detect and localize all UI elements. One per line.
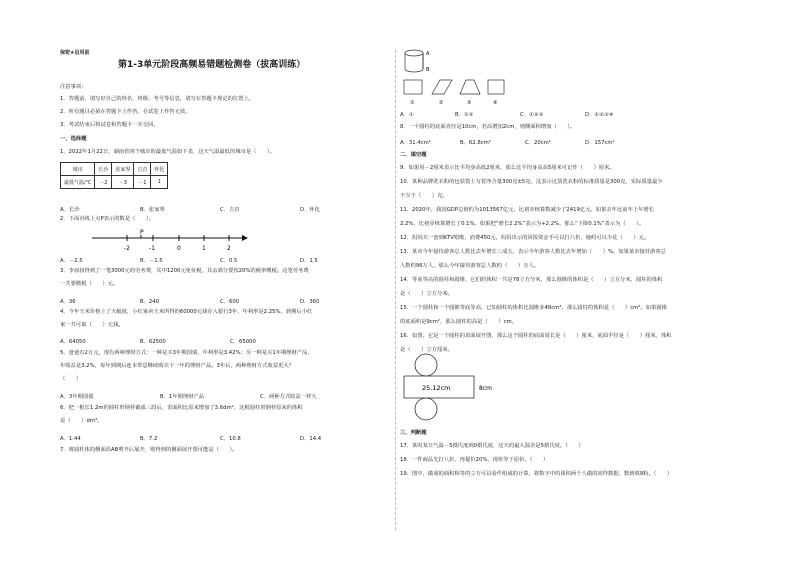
- question-17: 17．某时某日气温－5摄氏度到0摄氏度，这天的最大温差是5摄氏度。（ ）: [400, 443, 584, 449]
- secret-label: 保密★启用前: [60, 50, 90, 56]
- option: C．吉首: [220, 207, 240, 213]
- question-19: 19．图中，做成的面积相等的立方可以看作组成的计算，将数字中的体积两个人做的同样数据，数到填9粉。（ ）: [400, 471, 673, 477]
- question-18: 18．一件商品先打八折，再提价20%，现价等于原价。（ ）: [400, 457, 549, 463]
- option: B．张家界: [140, 207, 165, 213]
- note-item: 1．答题前，填写好自己的姓名、班级、考号等信息，请写在答题卡规定的位置上。: [60, 96, 255, 102]
- question-5-line: （ ）: [60, 376, 82, 382]
- net-bottom-circle: [415, 398, 437, 420]
- table-cell: －2: [95, 176, 112, 189]
- question-5-line: 年收益是3.2%，每年到期后连本带息继续购买下一年的理财产品。3年后，两种理财方式收益更大？: [60, 363, 295, 369]
- question-14-line: 14．等底等高的圆柱和圆锥，它们的体积一共是78立方分米，那么圆锥的体积是（ ）立方分米，圆柱的体积: [400, 277, 663, 283]
- option: D．怀化: [300, 207, 320, 213]
- question-8: 8．一个圆柱的底面直径是10cm，若高增加2cm，则侧面积增加（ ）。: [400, 124, 576, 130]
- shape-label: ③: [467, 100, 472, 106]
- section-heading: 二、填空题: [400, 152, 427, 158]
- net-top-circle: [415, 354, 437, 376]
- page-title: 第1-3单元阶段高频易错题检测卷（拔高训练）: [118, 60, 306, 70]
- question-10-line: 不少于（ ）克。: [400, 193, 448, 199]
- option: C．10.8: [220, 436, 241, 442]
- cylinder-top: [405, 50, 423, 56]
- table-cell: 怀化: [151, 163, 168, 176]
- option: C．600: [220, 299, 240, 305]
- rect-height-label: 8cm: [479, 385, 492, 392]
- option: C．①②③: [520, 112, 544, 118]
- section-heading: 三、判断题: [400, 430, 427, 436]
- option: B．①②: [455, 112, 474, 118]
- option: A．36: [60, 299, 76, 305]
- question-3-line: 一共要缴税（ ）元。: [60, 281, 119, 287]
- column-divider: [395, 50, 396, 530]
- question-6-line: 6．把一根长1.2m的圆柱形钢材截成三段后，表面积比原来增加了3.6dm²，这根圆柱形钢材原来的体积: [60, 405, 303, 411]
- question-11-line: 11．2020年，我国GDP总值约为1013567亿元，比初步核算数减少了2419亿元。如果去年比前年上年增长: [400, 207, 655, 213]
- question-4-line: 4．今年玉米价格上了大幅度，小红家卖玉米所得的60000元钱存入银行3年，年利率是2.25%，到期后小红: [60, 309, 313, 315]
- cylinder-net-diagram: [400, 353, 510, 429]
- question-7: 7．将圆柱体的侧面沿AB剪开后展开，则得到的侧面展开图可能是（ ）。: [60, 447, 238, 453]
- notes-heading: 注意事项：: [60, 84, 87, 90]
- question-15-line: 的底面积是9cm²，那么圆柱的高是（ ）cm。: [400, 319, 517, 325]
- question-5-line: 5．爸爸有2万元，现有两种理财方式：一种是买3年期国债，年利率是3.42%；另一种是买1年期理财产品，: [60, 350, 313, 356]
- table-cell: 城市: [61, 163, 95, 176]
- option: D．14.4: [300, 436, 322, 442]
- option: C．0.5: [220, 258, 238, 264]
- option: C．65000: [230, 339, 256, 345]
- option: A．3年期国债: [60, 394, 94, 400]
- shape-parallelogram: [432, 80, 452, 94]
- option: A．31.4cm²: [400, 140, 431, 146]
- shape-rectangle: [404, 80, 422, 94]
- table-row: [61, 176, 168, 189]
- question-15-line: 15．一个圆柱和一个圆锥等底等高，已知圆柱的体积比圆锥多48cm³，那么圆柱的体积是（ ）cm³。如果圆锥: [400, 305, 667, 311]
- shape-label: ①: [410, 100, 415, 106]
- table-cell: 吉首: [134, 163, 151, 176]
- number-line: [60, 226, 250, 252]
- option: D．1.5: [300, 258, 318, 264]
- question-10-line: 10．某种品牌洗衣粉的包装袋上写着净含量300克±5克，这表示这袋洗衣粉的标准质量是300克，实际质量最少: [400, 179, 663, 185]
- question-16-line: 16．如图，它是一个圆柱的表面展开图，那么这个圆柱的底面周长是（ ）厘米，底面半径是（ ）厘米，体积: [400, 333, 672, 339]
- table-header-row: [61, 163, 168, 176]
- table-cell: －3: [112, 176, 134, 189]
- table-cell: －1: [134, 176, 151, 189]
- shape-label: ②: [439, 100, 444, 106]
- option: D．360: [300, 299, 320, 305]
- point-label: A: [426, 51, 430, 57]
- rect-length-label: 25.12cm: [422, 384, 451, 392]
- option: B．1年期理财产品: [160, 394, 205, 400]
- question-4-line: 家一共可取（ ）元钱。: [60, 322, 124, 328]
- table-cell: 最低气温/℃: [61, 176, 95, 189]
- point-label: B: [426, 67, 430, 73]
- table-cell: 长沙: [95, 163, 112, 176]
- option: A．①: [400, 112, 414, 118]
- question-12: 12．妈妈买一套到KTV唱歌，消费450元，妈妈出示的回报资金手可以打八折，她约可以少花（ ）元。: [400, 235, 650, 241]
- temperature-table: [60, 162, 168, 189]
- cylinder-bottom: [405, 69, 423, 72]
- option: A．长沙: [60, 207, 80, 213]
- shape-trapezoid: [460, 80, 480, 94]
- note-item: 3．考试结束后将试卷和答题卡一并交回。: [60, 122, 159, 128]
- tick-label: -1: [149, 245, 155, 252]
- option: A．1.44: [60, 436, 81, 442]
- table-cell: 张家界: [112, 163, 134, 176]
- option: C．两种方式收益一样大: [260, 394, 317, 400]
- table-cell: 1: [151, 176, 168, 189]
- tick-label: 0: [177, 245, 181, 252]
- section-heading: 一、选择题: [60, 136, 87, 142]
- cylinder-figure: [402, 46, 438, 76]
- question-11-line: 2.2%，比初步核算增长了0.1%。如果把“增长2.2%”表示为+2.2%，那么“下降0.1%”表示为（ ）。: [400, 221, 645, 227]
- option: B．62500: [140, 339, 166, 345]
- note-item: 2．所有题目必须在答题卡上作答，在试卷上作答无效。: [60, 109, 191, 115]
- option: B．－1.5: [140, 258, 163, 264]
- option: B．240: [140, 299, 160, 305]
- option: B．7.2: [140, 436, 158, 442]
- question-6-line: 是（ ）dm³。: [60, 418, 103, 424]
- option: D．157cm²: [585, 140, 615, 146]
- question-3-line: 3．李叔叔得到了一笔3000元的劳务费，其中1200元免征税，其余部分要按20%的税率缴税。这笔劳务费: [60, 268, 309, 274]
- question-16-line: 是（ ）立方厘米。: [400, 347, 453, 353]
- tick-label: -2: [124, 245, 130, 252]
- question-13-line: 13．某市今年接待游客总人数比去年增长三成五，表示今年游客人数比去年增加（ ）%。如果某市接待游客总: [400, 249, 667, 255]
- option: A．－2.5: [60, 258, 83, 264]
- question-2: 2．下面直线上点P表示的数是（ ）。: [60, 216, 154, 222]
- option: D．①②③④: [585, 112, 614, 118]
- option: B．62.8cm²: [460, 140, 491, 146]
- question-9: 9．如果用－2厘米表示比平均身高低2厘米，那么比平均身高高5厘米可记作（ ）厘米。: [400, 165, 615, 171]
- unfolding-shapes: [402, 76, 517, 110]
- tick-label: 2: [227, 245, 231, 252]
- point-label: P: [140, 229, 144, 236]
- option: A．64050: [60, 339, 86, 345]
- option: C．20cm²: [525, 140, 551, 146]
- shape-square: [488, 80, 504, 94]
- shape-label: ④: [493, 100, 498, 106]
- question-1: 1．2022年1月22日，湖南省四个城市的最低气温如下表，这天气温最低的城市是（ ）。: [60, 149, 276, 155]
- question-13-line: 人数约96万人，那么今年接待游客总人数约（ ）万人。: [400, 263, 540, 269]
- tick-label: 1: [202, 245, 206, 252]
- question-14-line: 是（ ）立方分米。: [400, 291, 453, 297]
- arrow-icon: [242, 235, 248, 241]
